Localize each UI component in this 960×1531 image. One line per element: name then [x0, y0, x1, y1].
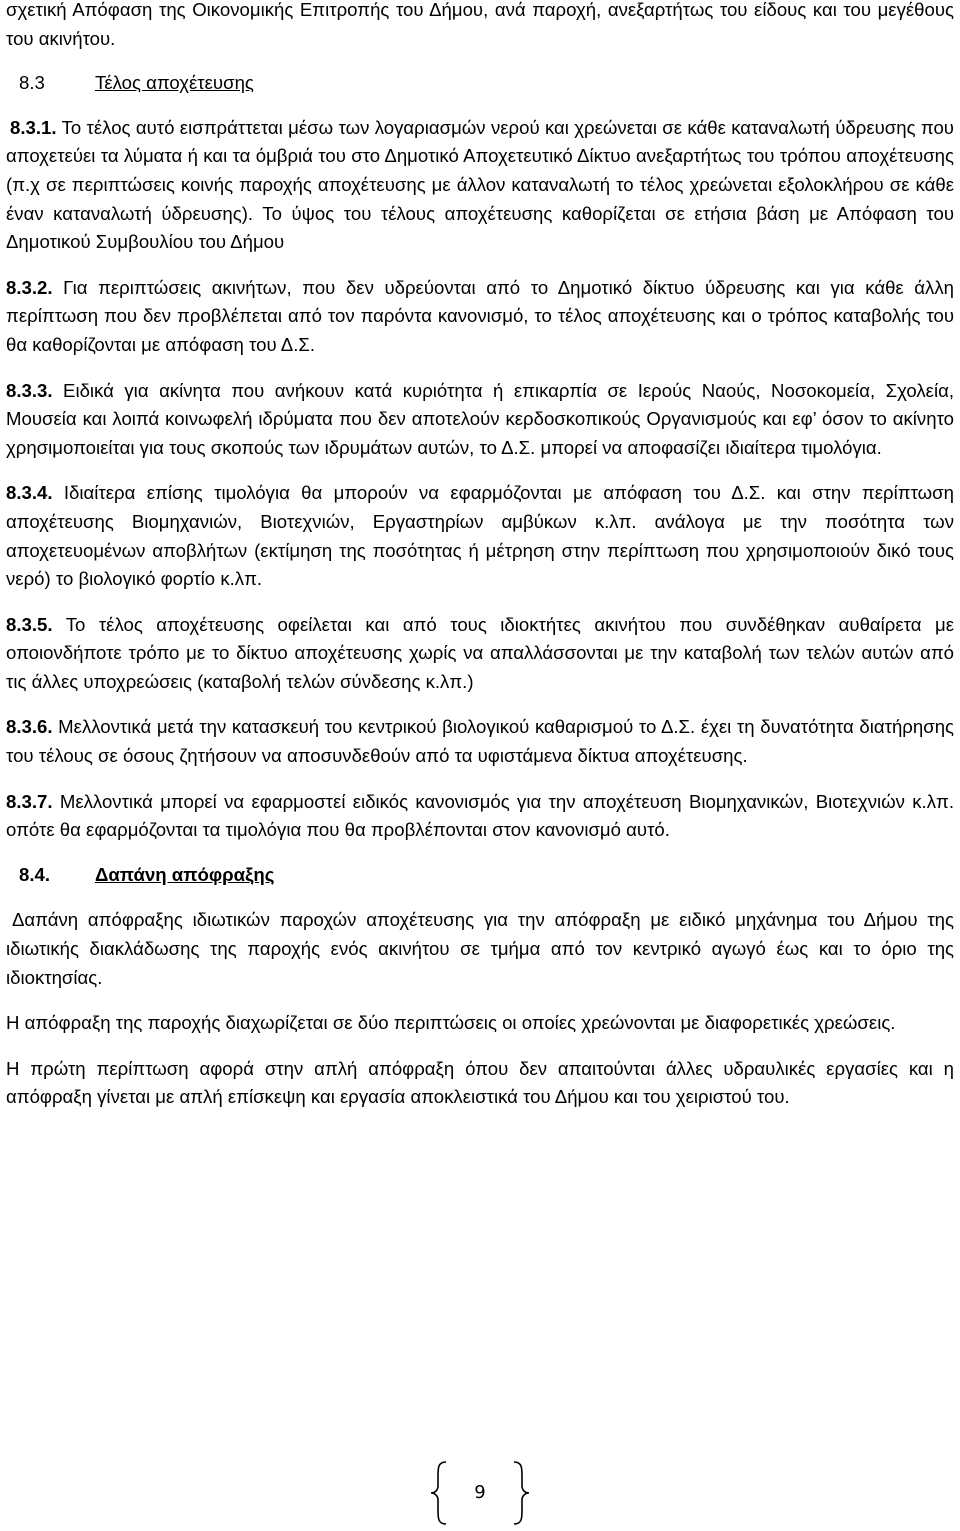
- paragraph-text: Μελλοντικά μετά την κατασκευή του κεντρικού βιολογικού καθαρισμού το Δ.Σ. έχει τη δυνατότητα διατήρησης του τέλους σε όσους ζητήσουν να αποσυνδεθούν από τα υφιστάμενα δίκτυα αποχέτευσης.: [6, 716, 954, 767]
- section-heading-8-3: [6, 69, 954, 98]
- section-number: 8.4.: [19, 863, 51, 885]
- paragraph-8-3-4: [6, 479, 954, 593]
- paragraph-8-3-3: [6, 377, 954, 463]
- paragraph-number: 8.3.1.: [10, 116, 57, 138]
- paragraph-text: Το τέλος αυτό εισπράττεται μέσω των λογαριασμών νερού και χρεώνεται σε κάθε καταναλωτή ύδρευσης που αποχετεύει τα λύματα ή και τα όμβριά του στο Δημοτικό Αποχετευτικό Δίκτυο ανεξαρτήτως του τρόπου αποχέτευσης (π.χ σε περιπτώσεις κοινής παροχής αποχέτευσης με άλλον καταναλωτή το τέλος χρεώνεται εξολοκλήρου σε κάθε έναν καταναλωτή ύδρευσης). Το ύψος του τέλους αποχέτευσης καθορίζεται σε ετήσια βάση με Απόφαση του Δημοτικού Συμβουλίου του Δήμου: [6, 116, 954, 253]
- paragraph-text: Για περιπτώσεις ακινήτων, που δεν υδρεύονται από το Δημοτικό δίκτυο ύδρευσης και για κάθε άλλη περίπτωση που δεν προβλέπεται από τον παρόντα κανονισμό, το τέλος αποχέτευσης και ο τρόπος καταβολής του θα καθορίζονται με απόφαση του Δ.Σ.: [6, 276, 954, 355]
- paragraph-number: 8.3.7.: [6, 790, 53, 812]
- section-title: Δαπάνη απόφραξης: [95, 863, 275, 885]
- paragraph-text: Μελλοντικά μπορεί να εφαρμοστεί ειδικός κανονισμός για την αποχέτευση Βιομηχανικών, Βιοτεχνιών κ.λπ. οπότε θα εφαρμόζονται τα τιμολόγια που θα προβλέπονται στον κανονισμό αυτό.: [6, 790, 955, 841]
- page-number: 9: [474, 1482, 486, 1503]
- document-page: [6, 0, 954, 1112]
- paragraph-number: 8.3.3.: [6, 379, 53, 401]
- paragraph-number: 8.3.4.: [6, 482, 53, 504]
- paragraph-8-3-7: [6, 788, 954, 845]
- section-number: 8.3: [19, 72, 45, 94]
- paragraph-text: Το τέλος αποχέτευσης οφείλεται και από τους ιδιοκτήτες ακινήτου που συνδέθηκαν αυθαίρετα με οποιονδήποτε τρόπο με το δίκτυο αποχέτευσης χωρίς να απαλλάσσονται με την καταβολή των τελών αυτών από τις άλλες υποχρεώσεις (καταβολή τελών σύνδεσης κ.λπ.): [6, 613, 954, 692]
- paragraph-8-3-5: [6, 611, 954, 697]
- paragraph-text: Ιδιαίτερα επίσης τιμολόγια θα μπορούν να εφαρμόζονται με απόφαση του Δ.Σ. και στην περίπτωση αποχέτευσης Βιομηχανιών, Βιοτεχνιών, Εργαστηρίων αμβύκων κ.λπ. ανάλογα με την ποσότητα των αποχετευομένων αποβλήτων (εκτίμηση της ποσότητας ή μέτρηση στην περίπτωση που χρησιμοποιούν δικό τους νερό) το βιολογικό φορτίο κ.λπ.: [6, 482, 954, 590]
- page-footer: [0, 1458, 960, 1528]
- paragraph-number: 8.3.2.: [6, 276, 53, 298]
- section-title: Τέλος αποχέτευσης: [95, 72, 254, 94]
- intro-paragraph: σχετική Απόφαση της Οικονομικής Επιτροπής του Δήμου, ανά παροχή, ανεξαρτήτως του είδους και του μεγέθους του ακινήτου.: [6, 0, 954, 49]
- paragraph-8-3-1: [6, 114, 954, 257]
- paragraph-8-4-c: Η πρώτη περίπτωση αφορά στην απλή απόφραξη όπου δεν απαιτούνται άλλες υδραυλικές εργασίες και η απόφραξη γίνεται με απλή επίσκεψη και εργασία αποκλειστικά του Δήμου και του χειριστού του.: [6, 1057, 954, 1108]
- section-heading-8-4: [6, 861, 954, 890]
- paragraph-number: 8.3.6.: [6, 716, 53, 738]
- paragraph-8-4-a: Δαπάνη απόφραξης ιδιωτικών παροχών αποχέτευσης για την απόφραξη με ειδικό μηχάνημα του Δήμου της ιδιωτικής διακλάδωσης της παροχής ενός ακινήτου σε τμήμα από τον κεντρικό αγωγό έως και το όριο της ιδιοκτησίας.: [6, 909, 954, 988]
- paragraph-8-3-6: [6, 713, 954, 770]
- paragraph-8-3-2: [6, 274, 954, 360]
- paragraph-8-4-b: Η απόφραξη της παροχής διαχωρίζεται σε δύο περιπτώσεις οι οποίες χρεώνονται με διαφορετικές χρεώσεις.: [6, 1012, 896, 1034]
- paragraph-number: 8.3.5.: [6, 613, 53, 635]
- paragraph-text: Ειδικά για ακίνητα που ανήκουν κατά κυριότητα ή επικαρπία σε Ιερούς Ναούς, Νοσοκομεία, Σχολεία, Μουσεία και λοιπά κοινωφελή ιδρύματα που δεν αποτελούν κερδοσκοπικούς Οργανισμούς και εφ’ όσον το ακίνητο χρησιμοποιείται για τους σκοπούς των ιδρυμάτων αυτών, το Δ.Σ. μπορεί να αποφασίζει ιδιαίτερα τιμολόγια.: [6, 379, 954, 458]
